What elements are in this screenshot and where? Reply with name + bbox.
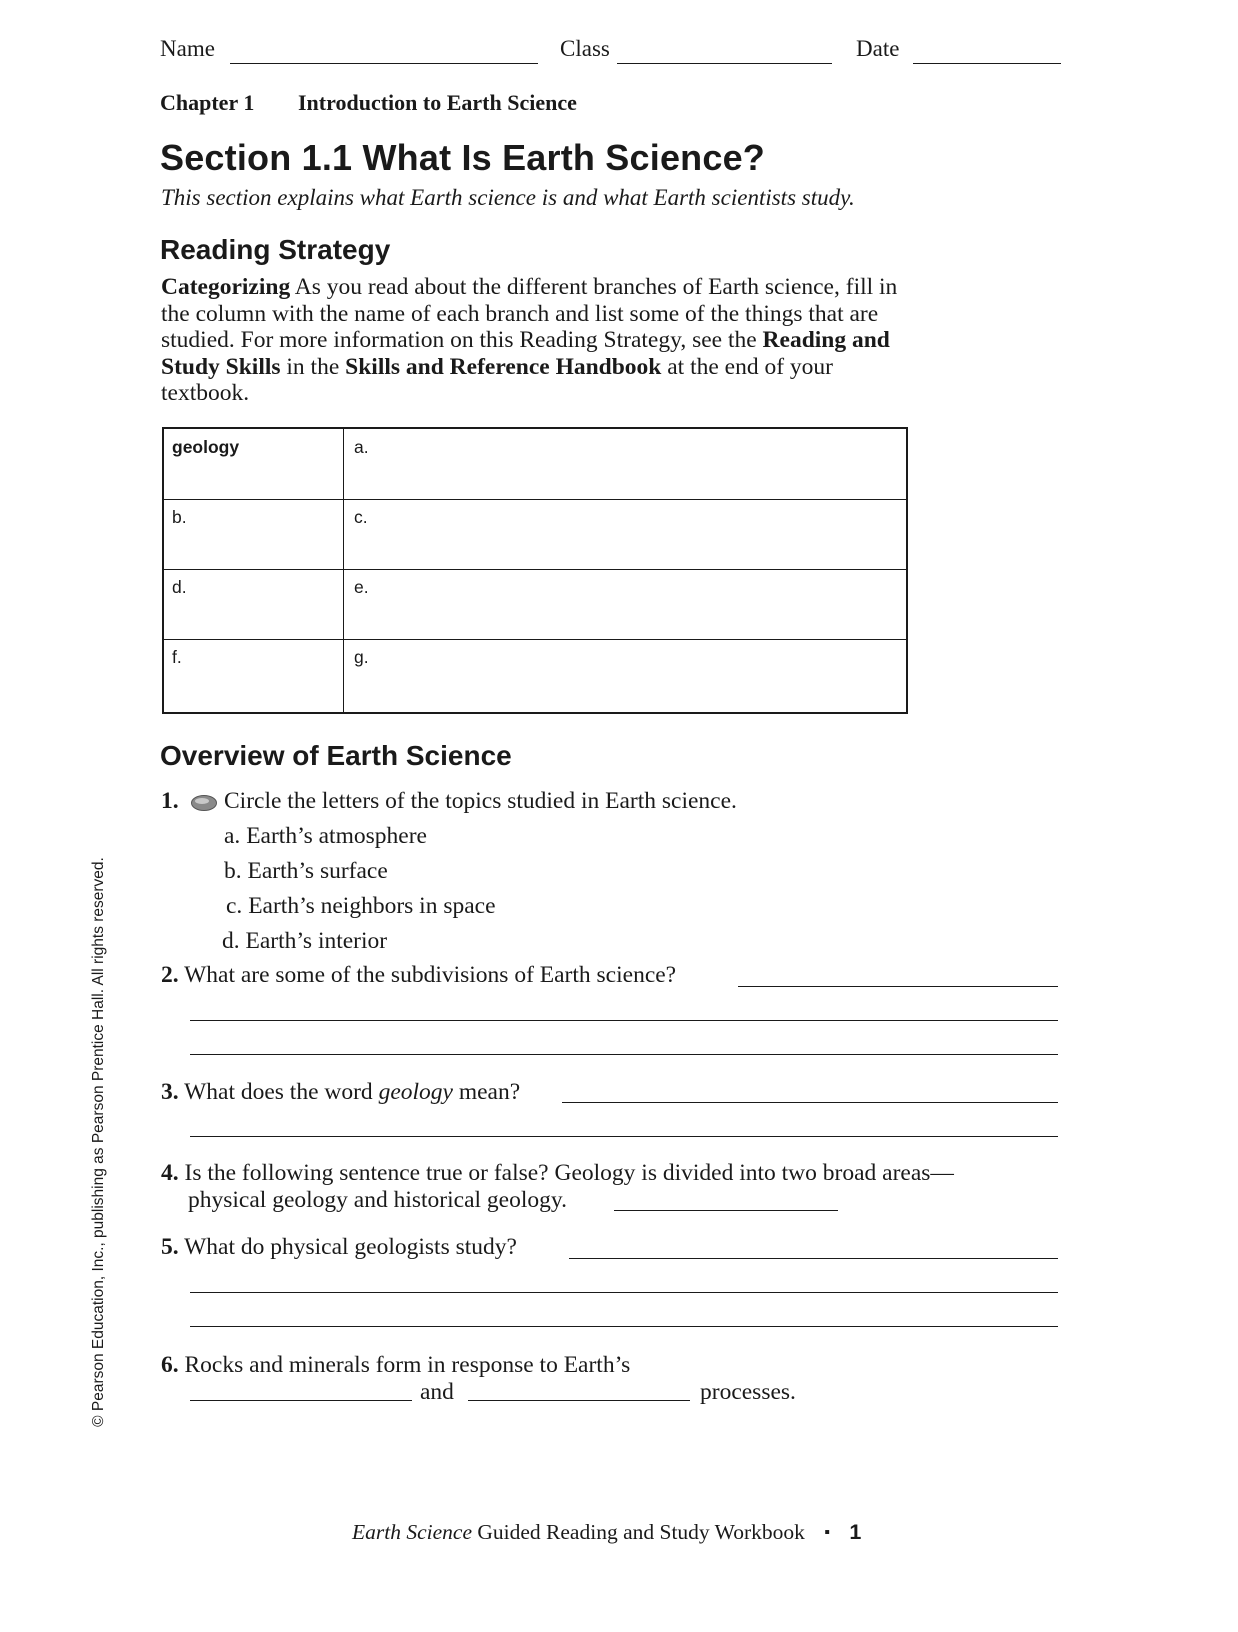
option-b[interactable] [224,858,388,885]
class-field-line[interactable] [617,63,832,64]
table-cell-f[interactable]: f. [172,647,182,667]
question-number: 2. [161,962,179,988]
footer-book-title: Earth Science [352,1520,472,1544]
overview-heading: Overview of Earth Science [160,740,512,771]
name-label: Name [160,36,215,61]
question-4 [161,1160,954,1187]
answer-line[interactable] [190,1292,1058,1293]
strategy-text-3: at the end of your textbook. [161,353,834,406]
footer-bullet: ▪ [824,1524,830,1541]
question-3 [161,1079,520,1106]
question-2-text: What are some of the subdivisions of Earth science? [184,962,677,988]
reading-strategy-heading: Reading Strategy [160,234,391,265]
chapter-title: Introduction to Earth Science [298,90,577,115]
option-text: Earth’s surface [247,858,388,884]
option-text: Earth’s interior [245,928,388,954]
question-4-line-2: physical geology and historical geology. [188,1187,567,1213]
table-cell-g[interactable]: g. [354,647,369,667]
page-footer [352,1520,861,1545]
answer-line[interactable] [190,1136,1058,1137]
table-row-divider [164,499,906,500]
option-letter: b. [224,858,242,884]
question-number: 5. [161,1234,179,1260]
reading-strategy-paragraph [161,274,921,407]
option-letter: a. [224,823,241,849]
chapter-number: Chapter 1 [160,90,255,115]
question-number: 6. [161,1352,179,1378]
answer-line[interactable] [614,1210,838,1211]
question-4-line-1: Is the following sentence true or false? Geology is divided into two broad areas— [184,1160,954,1186]
table-cell-d[interactable]: d. [172,577,187,597]
categorizing-label: Categorizing [161,274,291,300]
table-row-divider [164,639,906,640]
date-label: Date [856,36,900,61]
question-6-and: and [420,1379,454,1405]
table-cell-a[interactable]: a. [354,437,369,457]
question-6-processes: processes. [700,1379,796,1405]
page-number: 1 [849,1520,862,1544]
question-5-text: What do physical geologists study? [184,1234,517,1260]
categorizing-table [162,427,908,714]
question-1-text: Circle the letters of the topics studied in Earth science. [224,788,737,814]
option-letter: c. [226,893,243,919]
option-d[interactable] [222,928,387,955]
section-title: Section 1.1 What Is Earth Science? [160,137,765,178]
option-a[interactable] [224,823,427,850]
question-number: 3. [161,1079,179,1105]
option-text: Earth’s neighbors in space [248,893,496,919]
question-number: 1. [161,788,179,814]
table-row-divider [164,569,906,570]
table-cell-e[interactable]: e. [354,577,369,597]
answer-line[interactable] [190,1400,412,1401]
answer-line[interactable] [562,1102,1058,1103]
table-cell-geology: geology [172,437,240,457]
option-text: Earth’s atmosphere [246,823,427,849]
table-column-divider [343,429,344,712]
key-concept-icon [190,794,218,812]
question-3-text-before: What does the word [184,1079,379,1105]
table-cell-b[interactable]: b. [172,507,187,527]
name-field-line[interactable] [230,63,538,64]
answer-line[interactable] [190,1054,1058,1055]
reading-study-skills-ref: Reading and Study Skills [161,327,890,380]
question-6 [161,1352,630,1379]
strategy-text-2: in the [280,353,346,380]
date-field-line[interactable] [913,63,1061,64]
answer-line[interactable] [468,1400,690,1401]
question-3-text-after: mean? [452,1079,521,1105]
question-number: 4. [161,1160,179,1186]
answer-line[interactable] [569,1258,1058,1259]
strategy-text-1: As you read about the different branches of Earth science, fill in the column with the name of each branch and list some of the things that are studied. For more information on this Reading Strategy, see the [161,274,898,353]
class-label: Class [560,36,610,61]
answer-line[interactable] [190,1020,1058,1021]
section-intro: This section explains what Earth science is and what Earth scientists study. [161,185,855,210]
copyright-notice: © Pearson Education, Inc., publishing as Pearson Prentice Hall. All rights reserved. [90,857,107,1427]
question-1 [161,788,179,815]
answer-line[interactable] [738,986,1058,987]
option-c[interactable] [226,893,496,920]
question-3-italic-term: geology [378,1079,453,1105]
question-6-line-1: Rocks and minerals form in response to Earth’s [184,1352,631,1378]
footer-book-subtitle: Guided Reading and Study Workbook [472,1520,805,1544]
skills-handbook-ref: Skills and Reference Handbook [345,353,662,380]
table-cell-c[interactable]: c. [354,507,368,527]
option-letter: d. [222,928,240,954]
question-2 [161,962,676,989]
question-5 [161,1234,517,1261]
answer-line[interactable] [190,1326,1058,1327]
